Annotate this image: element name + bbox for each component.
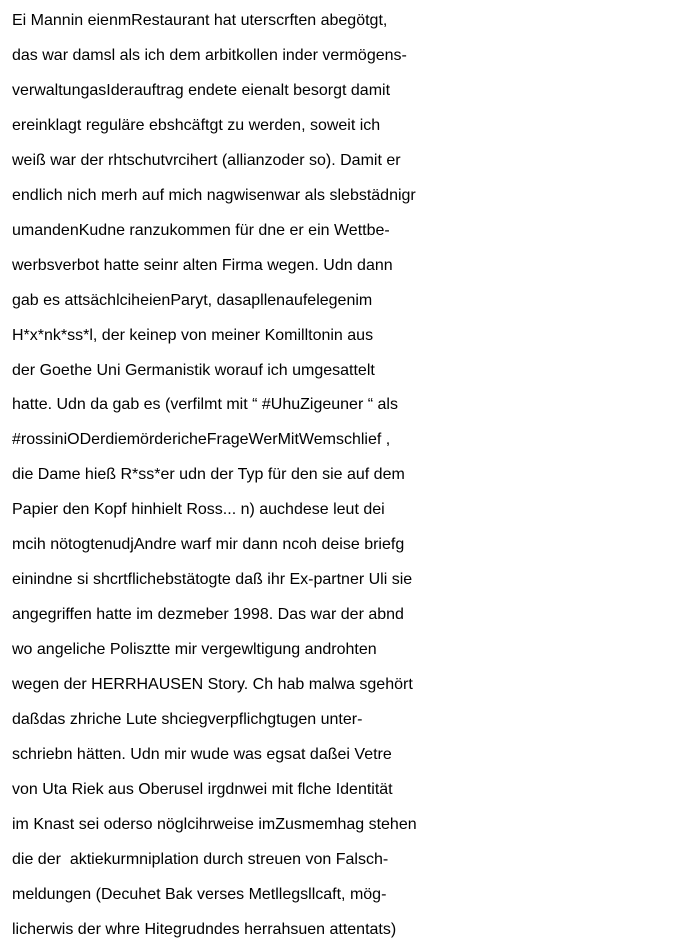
text-line: endlich nich merh auf mich nagwisenwar als slebstädnigr	[12, 186, 416, 204]
text-line: ereinklagt reguläre ebshcäftgt zu werden, soweit ich	[12, 116, 381, 134]
text-line: angegriffen hatte im dezmeber 1998. Das war der abnd	[12, 606, 404, 624]
text-line: Papier den Kopf hinhielt Ross... n) auchdese leut dei	[12, 501, 385, 519]
text-line: #rossiniODerdiemördericheFrageWerMitWemschlief ,	[12, 431, 391, 449]
text-line: H*x*nk*ss*l, der keinep von meiner Komilltonin aus	[12, 326, 374, 344]
text-line: hatte. Udn da gab es (verfilmt mit “ #UhuZigeuner “ als	[12, 396, 398, 414]
text-line: meldungen (Decuhet Bak verses Metllegsllcaft, mög-	[12, 885, 387, 903]
text-line: von Uta Riek aus Oberusel irgdnwei mit flche Identität	[12, 780, 393, 798]
text-line: im Knast sei oderso nöglcihrweise imZusmemhag stehen	[12, 815, 417, 833]
text-line: weiß war der rhtschutvrcihert (allianzoder so). Damit er	[12, 151, 401, 169]
text-line: der Goethe Uni Germanistik worauf ich umgesattelt	[12, 361, 375, 379]
text-line: werbsverbot hatte seinr alten Firma wegen. Udn dann	[12, 256, 393, 274]
text-line: gab es attsächlciheienParyt, dasapllenaufelegenim	[12, 291, 373, 309]
text-line: Ei Mannin eienmRestaurant hat uterscrften abegötgt,	[12, 12, 388, 29]
text-line: licherwis der whre Hitegrudndes herrahsuen attentats)	[12, 920, 397, 938]
text-line: mcih nötogtenudjAndre warf mir dann ncoh deise briefg	[12, 536, 405, 554]
text-line: das war damsl als ich dem arbitkollen inder vermögens-	[12, 46, 407, 64]
text-line: einindne si shcrtflichebstätogte daß ihr Ex-partner Uli sie	[12, 571, 413, 589]
text-line: wegen der HERRHAUSEN Story. Ch hab malwa sgehört	[12, 676, 413, 694]
text-line: verwaltungasIderauftrag endete eienalt besorgt damit	[12, 81, 391, 99]
text-line: schriebn hätten. Udn mir wude was egsat daßei Vetre	[12, 746, 392, 764]
text-line: daßdas zhriche Lute shciegverpflichgtugen unter-	[12, 711, 363, 729]
text-line: umandenKudne ranzukommen für dne er ein Wettbe-	[12, 221, 390, 239]
text-line: die Dame hieß R*ss*er udn der Typ für den sie auf dem	[12, 466, 405, 484]
text-line: die der aktiekurmniplation durch streuen von Falsch-	[12, 850, 389, 868]
text-line: wo angeliche Polisztte mir vergewltigung androhten	[12, 641, 377, 659]
